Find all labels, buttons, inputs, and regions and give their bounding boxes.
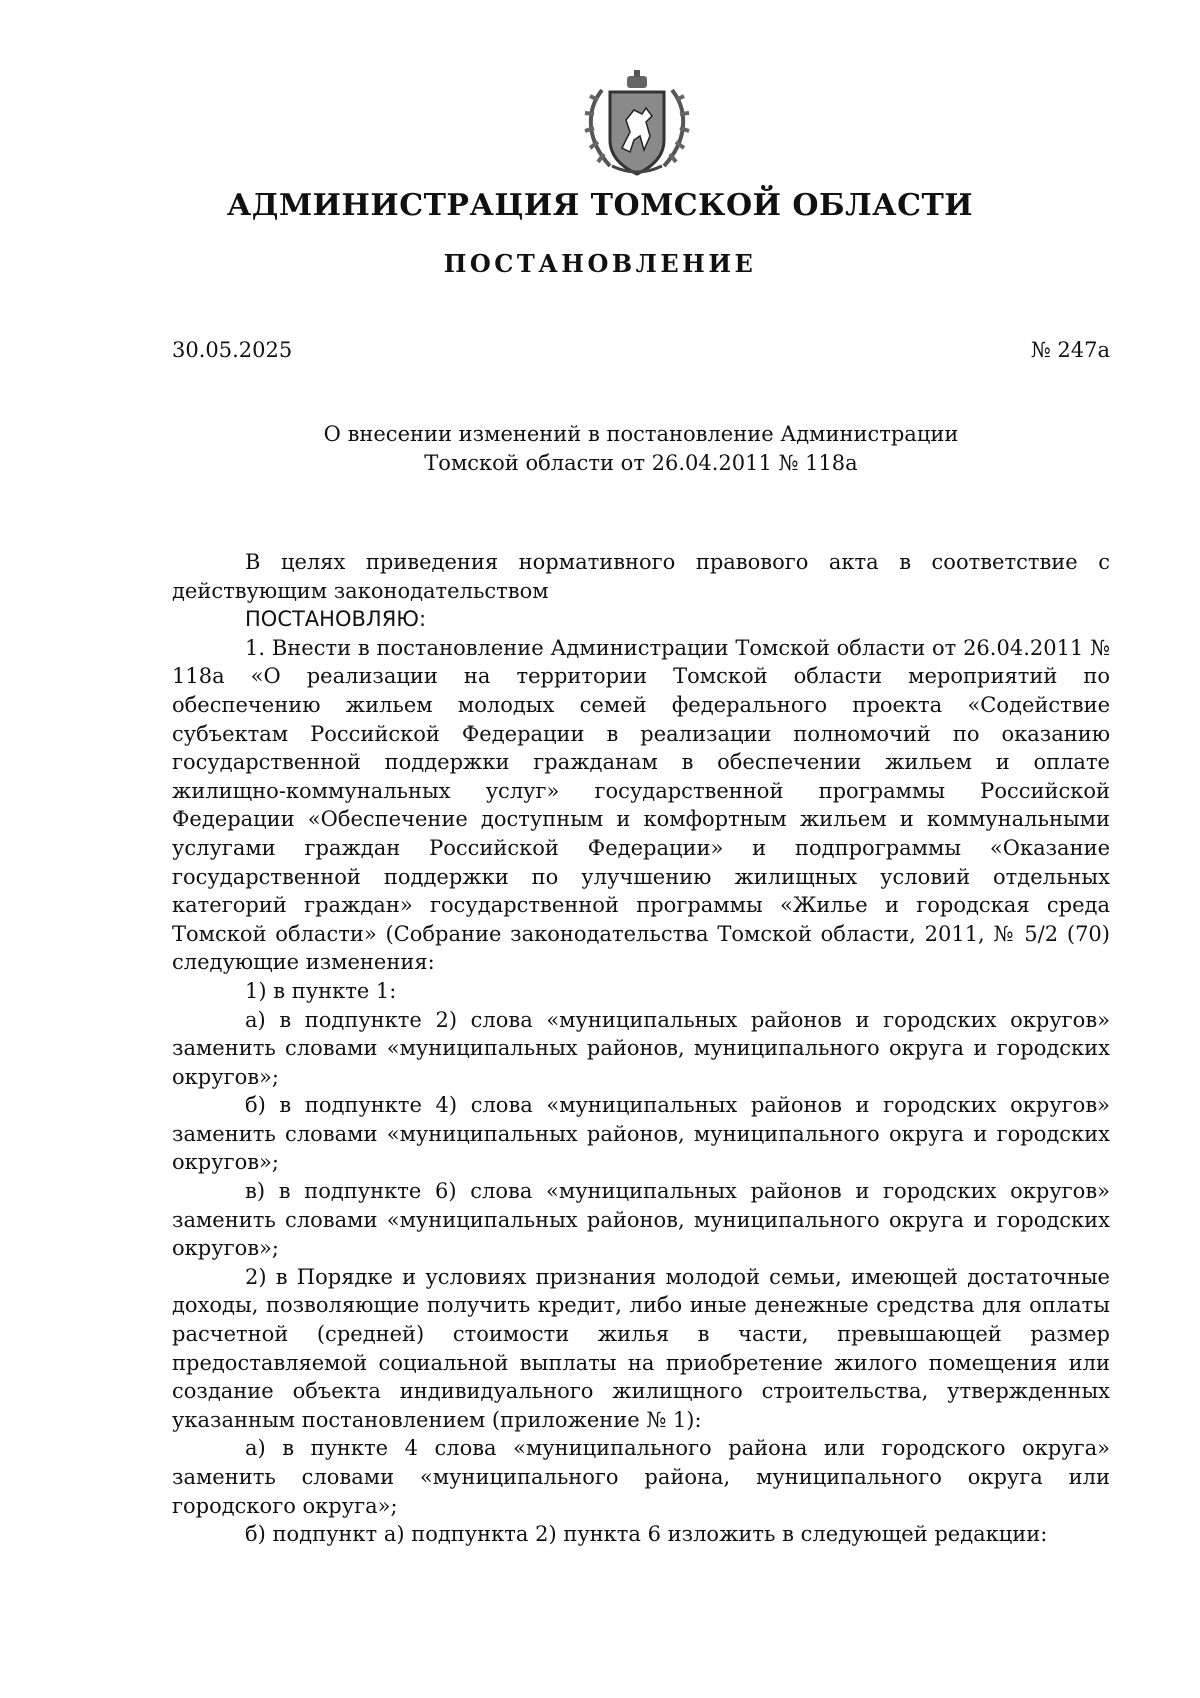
document-number: № 247а [1030,338,1110,362]
paragraph-item-1-1-b: б) в подпункте 4) слова «муниципальных районов и городских округов» заменить словами «муниципальных районов, муниципального округа и городских округов»; [172,1093,1110,1175]
organization-name: АДМИНИСТРАЦИЯ ТОМСКОЙ ОБЛАСТИ [226,188,974,223]
paragraph-item-1-1-a: а) в подпункте 2) слова «муниципальных районов и городских округов» заменить словами «муниципальных районов, муниципального округа и городских округов»; [172,1007,1110,1089]
document-type: ПОСТАНОВЛЕНИЕ [443,249,757,278]
subject-line-2: Томской области от 26.04.2011 № 118а [424,451,858,475]
paragraph-item-1: 1. Внести в постановление Администрации Томской области от 26.04.2011 № 118а «О реализации на территории Томской области мероприятий по обеспечению жильем молодых семей федерального проекта «Содействие субъектам Российской Федерации в реализации полномочий по оказанию государственной поддержки гражданам в обеспечении жильем и оплате жилищно-коммунальных услуг» государственной программы Российской Федерации «Обеспечение доступным и комфортным жильем и коммунальными услугами граждан Российской Федерации» и подпрограммы «Оказание государственной поддержки по улучшению жилищных условий отдельных категорий граждан» государственной программы «Жилье и городская среда Томской области» (Собрание законодательства Томской области, 2011, № 5/2 (70) следующие изменения: [172,635,1110,975]
paragraph-item-1-2: 2) в Порядке и условиях признания молодой семьи, имеющей достаточные доходы, позволяющие получить кредит, либо иные денежные средства для оплаты расчетной (средней) стоимости жилья в части, превышающей размер предоставляемой социальной выплаты на приобретение жилого помещения или создание объекта индивидуального жилищного строительства, утвержденных указанным постановлением (приложение № 1): [172,1264,1110,1432]
document-date: 30.05.2025 [172,338,293,362]
document-body [172,548,1110,1549]
paragraph-item-1-2-b: б) подпункт а) подпункта 2) пункта 6 изложить в следующей редакции: [245,1522,1048,1547]
subject-line-1: О внесении изменений в постановление Администрации [323,422,959,446]
paragraph-preamble: В целях приведения нормативного правового акта в соответствие с действующим законодательством [172,550,1110,603]
tomsk-oblast-coat-of-arms-icon [572,70,702,180]
paragraph-decree: ПОСТАНОВЛЯЮ: [245,607,427,632]
paragraph-item-1-1-v: в) в подпункте 6) слова «муниципальных районов и городских округов» заменить словами «муниципальных районов, муниципального округа и городских округов»; [172,1179,1110,1261]
paragraph-item-1-1: 1) в пункте 1: [245,978,397,1003]
document-subject [172,420,1110,478]
paragraph-item-1-2-a: а) в пункте 4 слова «муниципального района или городского округа» заменить словами «муниципального района, муниципального округа или городского округа»; [172,1436,1110,1518]
